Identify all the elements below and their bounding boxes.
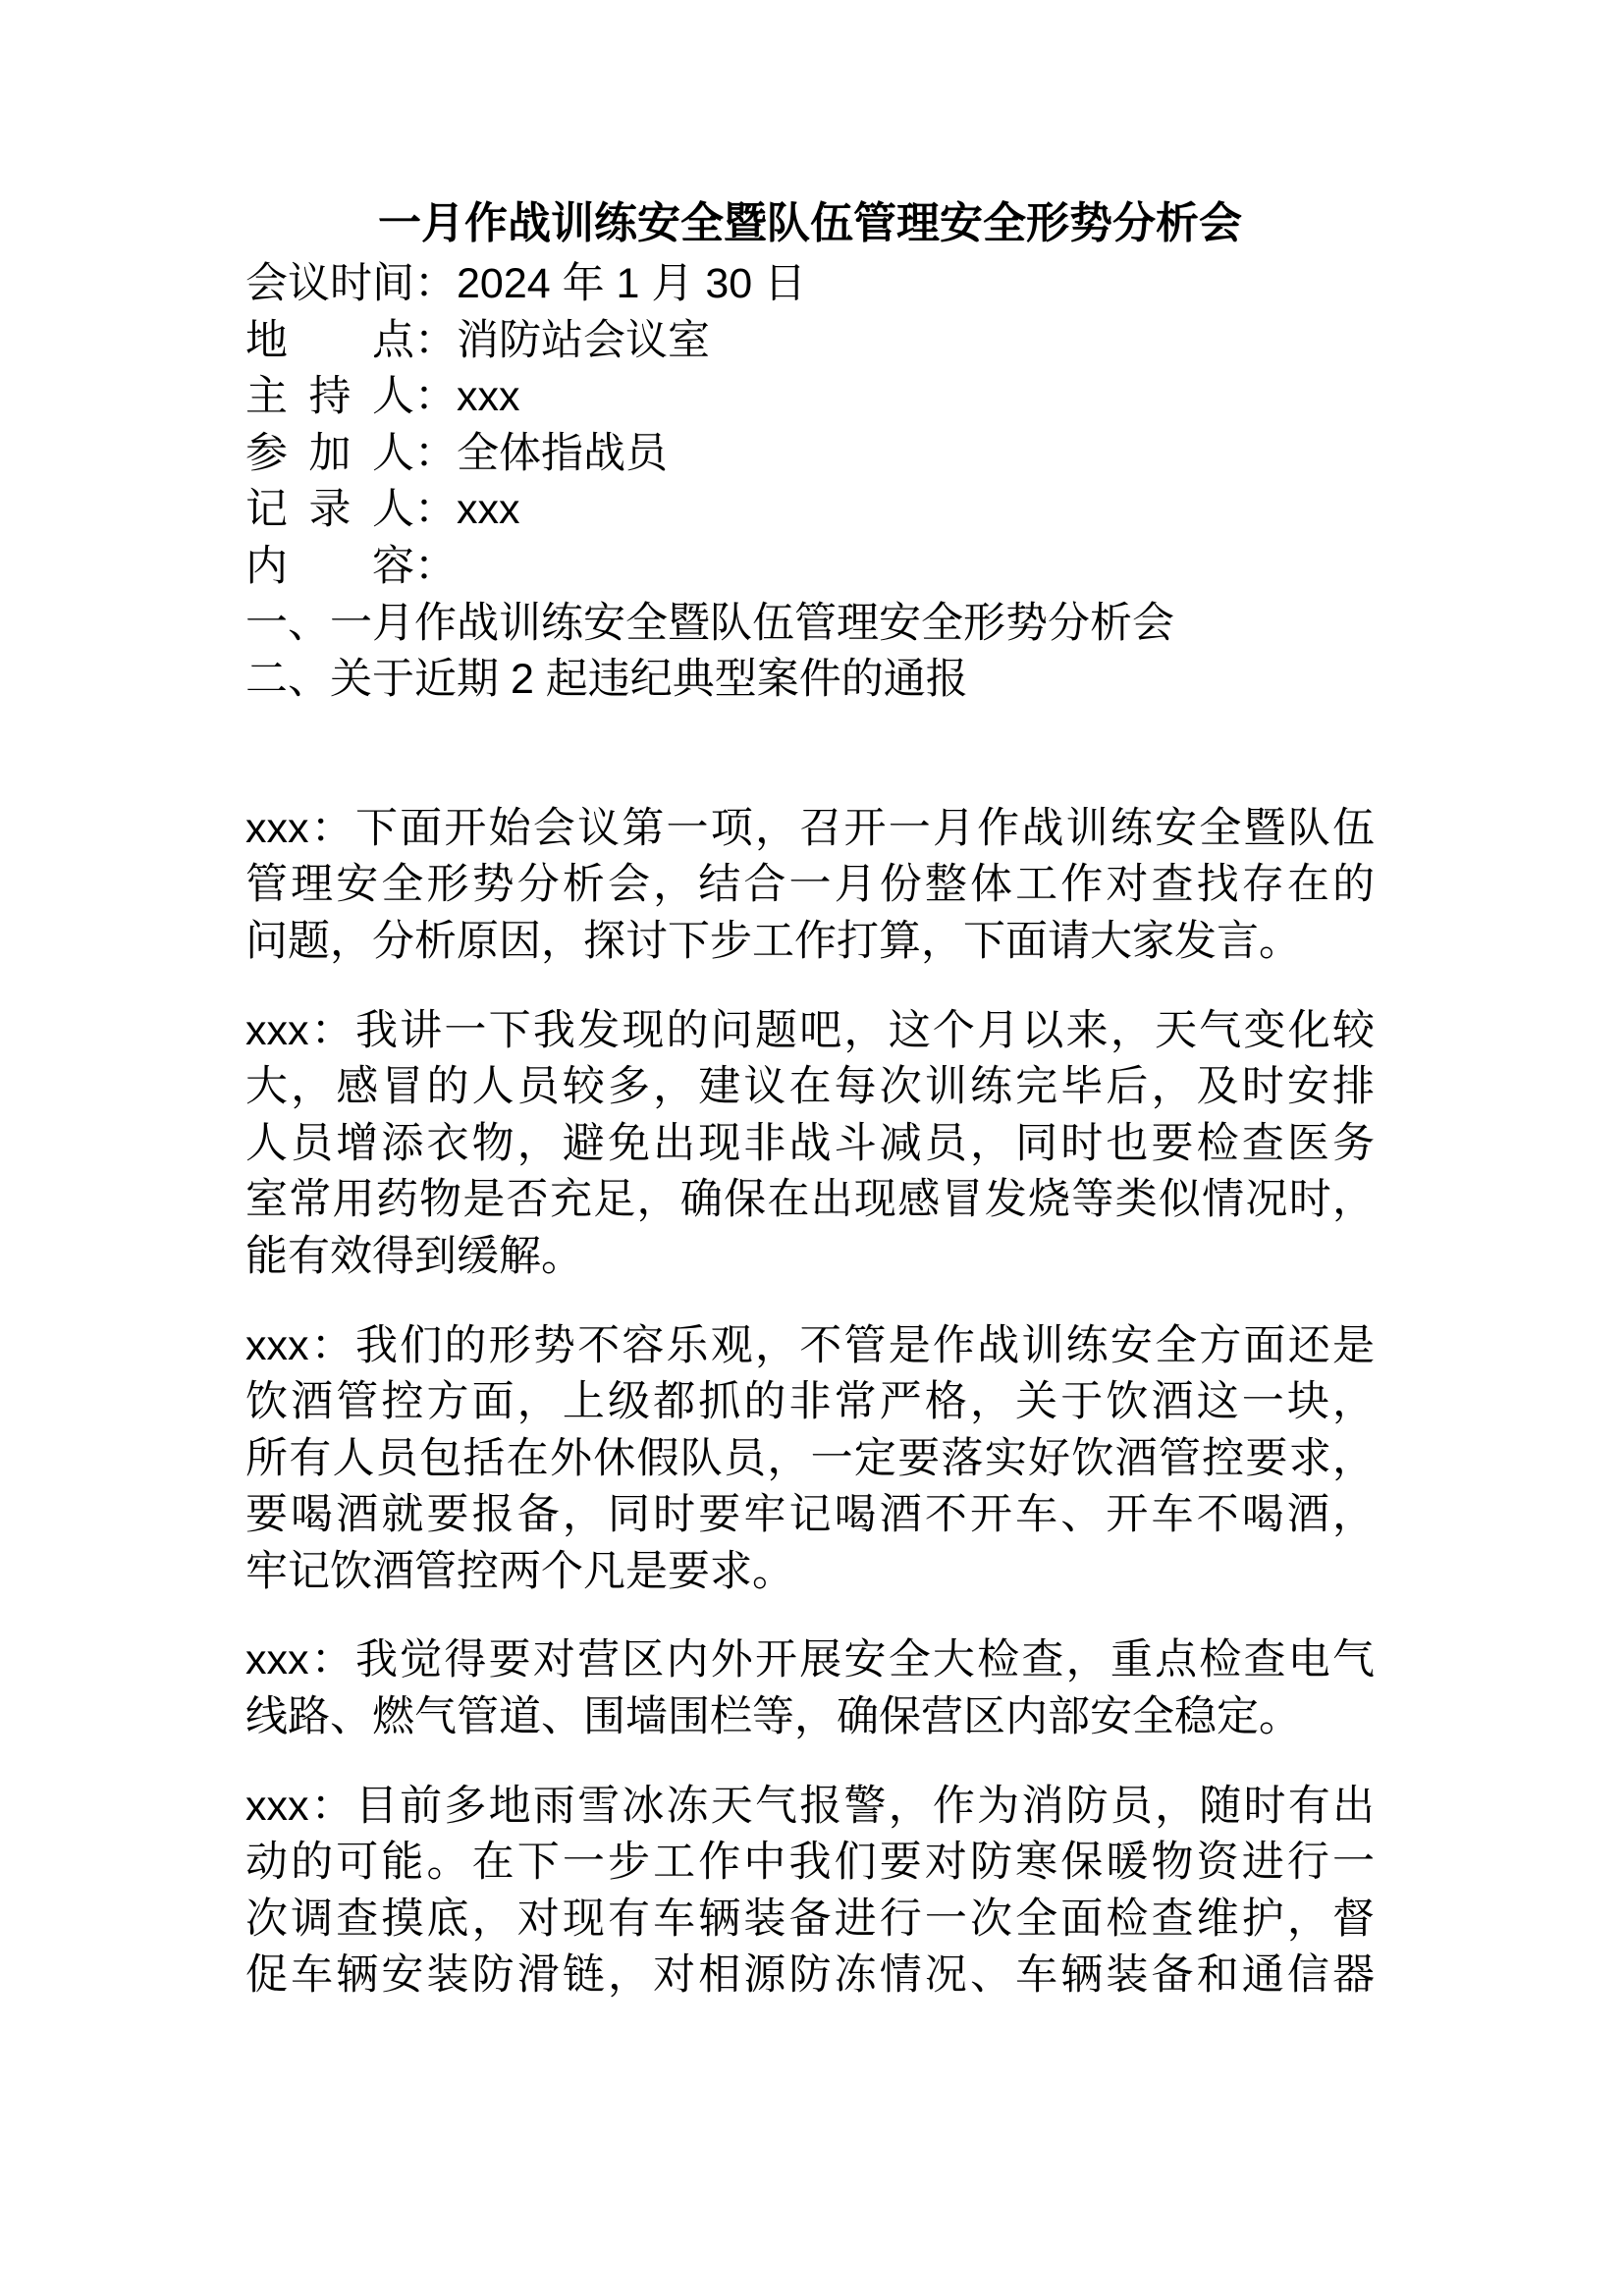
colon: ： [414,542,457,590]
speech-paragraph-5 [245,1779,1375,2004]
meta-label-host: 主持人 [245,373,414,421]
meta-label-participants: 参加人 [245,429,414,477]
meta-row-time [245,256,1375,313]
paragraph-line: 促车辆安装防滑链，对相源防冻情况、车辆装备和通信器 [245,1951,1375,2000]
paragraph-line: 要喝酒就要报备，同时要牢记喝酒不开车、开车不喝酒， [245,1491,1375,1539]
document-title: 一月作战训练安全暨队伍管理安全形势分析会 [378,199,1242,247]
meta-label-content: 内容 [245,542,414,590]
paragraph-line: 饮酒管控方面，上级都抓的非常严格，关于饮酒这一块， [245,1378,1375,1426]
paragraph-line: xxx：目前多地雨雪冰冻天气报警，作为消防员，随时有出 [245,1782,1375,1830]
meta-label-time: 会议时间 [245,260,414,307]
paragraph-line: xxx：我们的形势不容乐观，不管是作战训练安全方面还是 [245,1321,1375,1369]
paragraph-line: 牢记饮酒管控两个凡是要求。 [245,1547,794,1595]
agenda-list [245,596,1375,709]
paragraph-line: xxx：我讲一下我发现的问题吧，这个月以来，天气变化较 [245,1006,1375,1054]
meta-row-content [245,539,1375,596]
colon: ： [414,429,457,477]
paragraph-line: 线路、燃气管道、围墙围栏等，确保营区内部安全稳定。 [245,1693,1301,1741]
meta-value-time: 2024 年 1 月 30 日 [457,260,807,307]
paragraph-line: 室常用药物是否充足，确保在出现感冒发烧等类似情况时， [245,1176,1375,1224]
meta-label-recorder: 记录人 [245,486,414,534]
paragraph-line: 大，感冒的人员较多，建议在每次训练完毕后，及时安排 [245,1063,1375,1111]
paragraph-line: 管理安全形势分析会，结合一月份整体工作对查找存在的 [245,861,1375,909]
colon: ： [414,260,457,307]
agenda-item-2: 二、关于近期 2 起违纪典型案件的通报 [245,656,968,704]
meta-row-recorder [245,482,1375,539]
agenda-item-1: 一、一月作战训练安全暨队伍管理安全形势分析会 [245,599,1174,647]
paragraph-line: 人员增添衣物，避免出现非战斗减员，同时也要检查医务 [245,1119,1375,1167]
paragraph-line: 动的可能。在下一步工作中我们要对防寒保暖物资进行一 [245,1839,1375,1887]
speech-paragraph-4 [245,1632,1375,1745]
colon: ： [414,373,457,421]
meta-row-host [245,369,1375,426]
colon: ： [414,316,457,364]
meta-value-host: xxx [457,373,520,421]
paragraph-line: 能有效得到缓解。 [245,1232,583,1280]
speech-paragraph-3 [245,1318,1375,1601]
paragraph-line: xxx：下面开始会议第一项，召开一月作战训练安全暨队伍 [245,804,1375,852]
meeting-minutes-body [245,801,1375,2004]
meta-row-participants [245,426,1375,483]
paragraph-line: xxx：我觉得要对营区内外开展安全大检查，重点检查电气 [245,1636,1375,1684]
paragraph-line: 次调查摸底，对现有车辆装备进行一次全面检查维护，督 [245,1895,1375,1943]
meta-row-place [245,313,1375,370]
colon: ： [414,486,457,534]
meeting-meta [245,256,1375,596]
meta-value-place: 消防站会议室 [457,316,710,364]
meta-value-recorder: xxx [457,486,520,534]
meta-label-place: 地点 [245,316,414,364]
paragraph-line: 问题，分析原因，探讨下步工作打算，下面请大家发言。 [245,917,1301,965]
meta-value-participants: 全体指战员 [457,429,668,477]
paragraph-line: 所有人员包括在外休假队员，一定要落实好饮酒管控要求， [245,1434,1375,1482]
speech-paragraph-2 [245,1003,1375,1286]
speech-paragraph-1 [245,801,1375,971]
